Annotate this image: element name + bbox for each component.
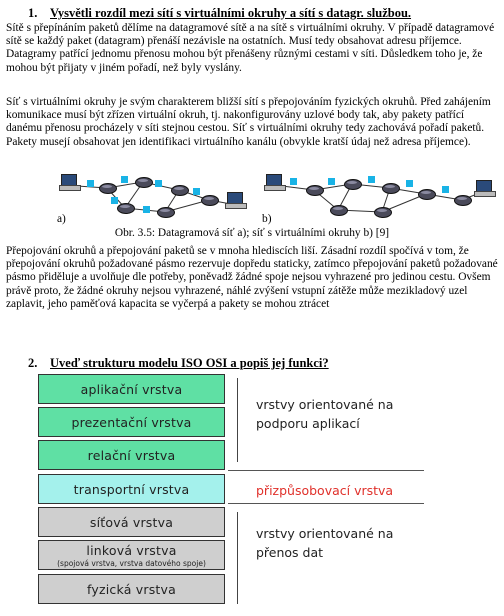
osi-layer-network — [38, 507, 225, 537]
layer-sublabel: (spojová vrstva, vrstva datového spoje) — [57, 558, 206, 568]
osi-layer-data-link — [38, 540, 225, 570]
router-icon — [454, 195, 472, 206]
paragraph-virtual-circuit: Síť s virtuálními okruhy je svým charakterem bližší sítí s přepojováním fyzických okruhů. Před zahájením komunikace musí být zřízen virtuální okruh, tj. nakonfigurovány uzlové body tak, aby pakety patřící danému přenosu procházely v síti stejnou cestou. Síť s virtuálními okruhy tedy zachovává pořadí paketů. Pakety musejí obsahovat jen identifikaci virtuálního kanálu (obvykle kratší údaj než adresa příjemce). — [6, 96, 491, 148]
layer-label: prezentační vrstva — [71, 414, 192, 430]
osi-layer-transport — [38, 474, 225, 504]
side-label-transport: přizpůsobovací vrstva — [256, 483, 394, 498]
router-icon — [374, 207, 392, 218]
packet-icon — [328, 178, 335, 185]
router-icon — [344, 179, 362, 190]
layer-label: síťová vrstva — [89, 514, 174, 530]
figure-label-b: b) — [262, 213, 272, 225]
packet-icon — [155, 180, 162, 187]
datagram-network-diagram — [55, 170, 245, 222]
packet-icon — [442, 186, 449, 193]
question-2-heading — [28, 356, 329, 371]
packet-icon — [368, 176, 375, 183]
bracket-line — [237, 512, 238, 604]
layer-label: transportní vrstva — [73, 481, 190, 497]
question-title: Uveď strukturu modelu ISO OSI a popiš jej funkci? — [50, 356, 329, 370]
router-icon — [99, 183, 117, 194]
side-label-application-layers: vrstvy orientované na podporu aplikací — [256, 397, 394, 431]
router-icon — [306, 185, 324, 196]
packet-icon — [87, 180, 94, 187]
layer-label: relační vrstva — [87, 447, 176, 463]
figure-caption: Obr. 3.5: Datagramová síť a); síť s virtuálními okruhy b) [9] — [114, 227, 390, 239]
packet-icon — [111, 197, 118, 204]
osi-layer-presentation — [38, 407, 225, 437]
osi-layer-application — [38, 374, 225, 404]
figure-label-a: a) — [57, 213, 66, 225]
divider-line — [228, 503, 424, 504]
bracket-line — [237, 378, 238, 462]
packet-icon — [193, 188, 200, 195]
question-number: 1. — [28, 6, 38, 20]
osi-layer-physical — [38, 574, 225, 604]
packet-icon — [290, 178, 297, 185]
router-icon — [330, 205, 348, 216]
router-icon — [171, 185, 189, 196]
question-1-heading — [28, 6, 411, 21]
layer-label: fyzická vrstva — [87, 581, 176, 597]
paragraph-datagram: Sítě s přepínáním paketů dělíme na datagramové sítě a na sítě s virtuálními okruhy. V případě datagramové sítě se každý paket (datagram) přenáší nezávisle na ostatních. Musí tedy obsahovat adresu příjemce. Datagramy patřící jednomu přenosu mohou být přenášeny různými cestami v síti. Důsledkem toho je, že mohou být přijaty v jiném pořadí, než byly vyslány. — [6, 22, 495, 74]
packet-icon — [406, 180, 413, 187]
question-number: 2. — [28, 356, 38, 370]
side-label-transfer-layers: vrstvy orientované na přenos dat — [256, 526, 394, 560]
osi-layer-session — [38, 440, 225, 470]
router-icon — [157, 207, 175, 218]
layer-label: aplikační vrstva — [80, 381, 183, 397]
layer-label: linková vrstva — [86, 542, 177, 558]
router-icon — [201, 195, 219, 206]
packet-icon — [143, 206, 150, 213]
paragraph-switching: Přepojování okruhů a přepojování paketů se v mnoha hlediscích liší. Zásadní rozdíl spočívá v tom, že přepojování okruhů požadované pásmo rezervuje dopředu staticky, zatímco přepojování paketů požadované pásmo přiděluje a uvolňuje dle potřeby, poněvadž žádné spoje nejsou vyhrazené pro jedinou cestu. Ovšem právě proto, že žádné okruhy nejsou vyhrazené, náhlé zvýšení vstupní zátěže může mezikladový uzel zaplavit, jeho paměťová kapacita se vyčerpá a pakety se mohou ztrácet — [6, 245, 498, 310]
packet-icon — [121, 176, 128, 183]
router-icon — [117, 203, 135, 214]
virtual-circuit-network-diagram — [262, 170, 497, 222]
router-icon — [135, 177, 153, 188]
divider-line — [228, 470, 424, 471]
router-icon — [418, 189, 436, 200]
question-title: Vysvětli rozdíl mezi sítí s virtuálními okruhy a sítí s datagr. službou. — [50, 6, 412, 20]
router-icon — [382, 183, 400, 194]
